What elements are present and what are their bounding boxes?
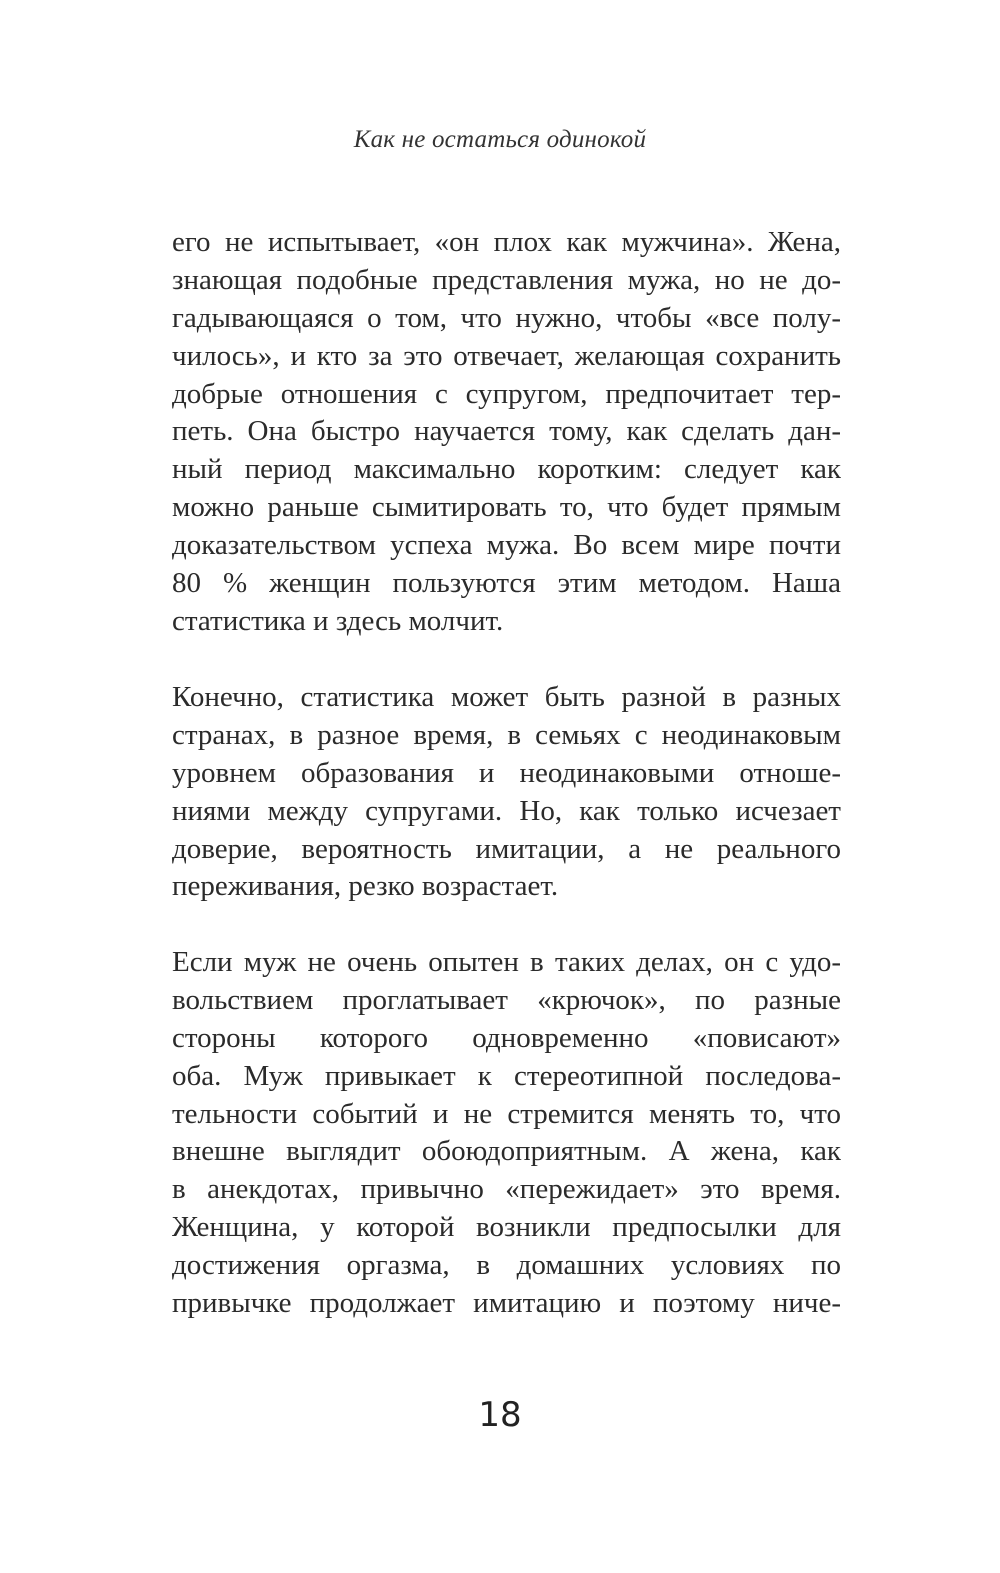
paragraph-2: [172, 679, 841, 906]
text-line: ниями между супругами. Но, как только исчезает: [172, 794, 841, 827]
paragraph-3: [172, 944, 841, 1323]
paragraph-1: [172, 224, 841, 641]
text-line: привычке продолжает имитацию и поэтому ниче-: [172, 1287, 841, 1320]
text-line: доверие, вероятность имитации, а не реального: [172, 832, 841, 865]
text-line: знающая подобные представления мужа, но не до-: [172, 263, 841, 296]
page-number: 18: [478, 1395, 522, 1435]
text-line: доказательством успеха мужа. Во всем мире почти: [172, 529, 841, 562]
text-line: петь. Она быстро научается тому, как сделать дан-: [172, 415, 841, 448]
text-line: можно раньше сымитировать то, что будет прямым: [172, 491, 841, 524]
running-head: Как не остаться одинокой: [353, 126, 647, 153]
text-line: добрые отношения с супругом, предпочитает тер-: [172, 377, 841, 410]
text-line: оба. Муж привыкает к стереотипной последова-: [172, 1059, 841, 1092]
text-line: 80 % женщин пользуются этим методом. Наша: [172, 567, 841, 600]
text-line: Конечно, статистика может быть разной в разных: [172, 681, 841, 713]
text-line: тельности событий и не стремится менять то, что: [172, 1097, 841, 1130]
text-line: его не испытывает, «он плох как мужчина». Жена,: [172, 226, 841, 258]
text-line: ный период максимально коротким: следует как: [172, 453, 841, 486]
text-line: достижения оргазма, в домашних условиях по: [172, 1249, 841, 1282]
text-line: чилось», и кто за это отвечает, желающая сохранить: [172, 339, 841, 372]
text-line: переживания, резко возрастает.: [172, 870, 559, 903]
text-line: вольствием проглатывает «крючок», по разные: [172, 983, 841, 1016]
text-line: в анекдотах, привычно «пережидает» это время.: [172, 1173, 841, 1206]
text-line: внешне выглядит обоюдоприятным. А жена, как: [172, 1135, 841, 1168]
text-line: стороны которого одновременно «повисают»: [172, 1021, 841, 1054]
text-line: статистика и здесь молчит.: [172, 604, 504, 637]
text-line: гадывающаяся о том, что нужно, чтобы «все полу-: [172, 301, 841, 334]
text-line: странах, в разное время, в семьях с неодинаковым: [172, 718, 841, 751]
text-line: уровнем образования и неодинаковыми отноше-: [172, 756, 841, 789]
text-line: Женщина, у которой возникли предпосылки для: [172, 1211, 841, 1244]
text-line: Если муж не очень опытен в таких делах, он с удо-: [172, 946, 841, 978]
